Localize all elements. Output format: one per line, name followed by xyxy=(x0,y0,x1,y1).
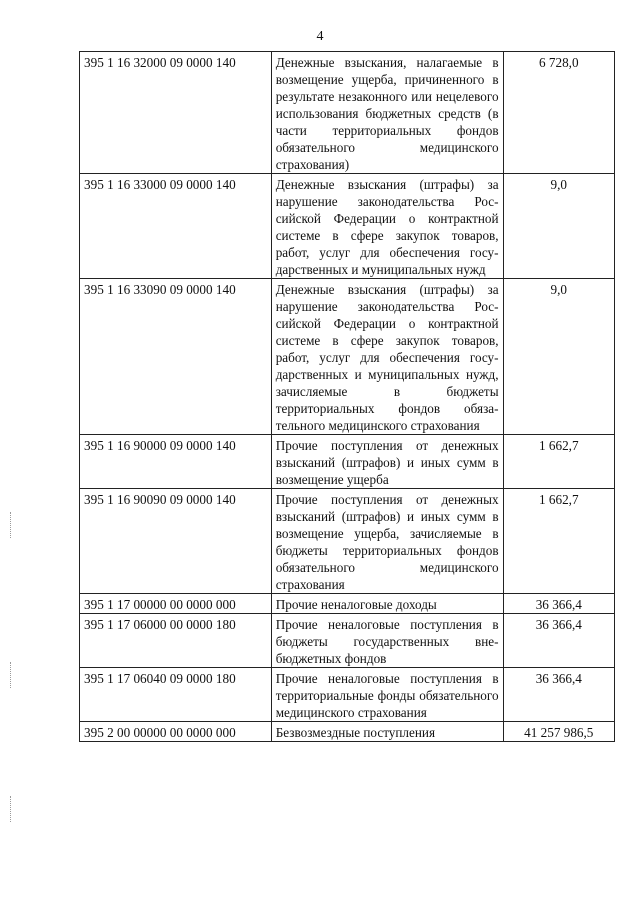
description-cell: Прочие поступления от денежных взысканий (штрафов) и иных сумм в возмещение ущерба xyxy=(271,435,503,489)
budget-code-cell: 395 1 16 32000 09 0000 140 xyxy=(80,52,272,174)
table-row xyxy=(80,279,615,435)
table-row xyxy=(80,668,615,722)
table-row xyxy=(80,489,615,594)
amount-cell: 9,0 xyxy=(503,279,614,435)
amount-cell: 41 257 986,5 xyxy=(503,722,614,742)
budget-code-cell: 395 1 17 06040 09 0000 180 xyxy=(80,668,272,722)
description-cell: Денежные взыскания, налагаемые в возмещение ущерба, причиненного в результате незаконного или нецелевого использования бюджетных средств (в части территориальных фондов обязательного медицинского страхования) xyxy=(271,52,503,174)
description-cell: Прочие неналоговые поступления в территориальные фонды обязательного медицинского страхования xyxy=(271,668,503,722)
page-number: 4 xyxy=(316,29,324,44)
description-cell: Денежные взыскания (штрафы) за нарушение законодательства Российской Федерации о контрактной системе в сфере закупок товаров, работ, услуг для обеспечения государственных и муниципальных нужд, зачисляемые в бюджеты территориальных фондов обязательного медицинского страхования xyxy=(271,279,503,435)
description-cell: Прочие неналоговые поступления в бюджеты государственных внебюджетных фондов xyxy=(271,614,503,668)
budget-revenue-table xyxy=(79,51,615,742)
amount-cell: 36 366,4 xyxy=(503,594,614,614)
budget-code-cell: 395 1 16 33090 09 0000 140 xyxy=(80,279,272,435)
table-row xyxy=(80,614,615,668)
description-cell: Прочие неналоговые доходы xyxy=(271,594,503,614)
table-row xyxy=(80,594,615,614)
description-cell: Прочие поступления от денежных взысканий (штрафов) и иных сумм в возмещение ущерба, зачисляемые в бюджеты территориальных фондов обязательного медицинского страхования xyxy=(271,489,503,594)
amount-cell: 9,0 xyxy=(503,174,614,279)
amount-cell: 1 662,7 xyxy=(503,435,614,489)
budget-code-cell: 395 1 16 90090 09 0000 140 xyxy=(80,489,272,594)
budget-code-cell: 395 2 00 00000 00 0000 000 xyxy=(80,722,272,742)
budget-code-cell: 395 1 17 06000 00 0000 180 xyxy=(80,614,272,668)
table-row xyxy=(80,174,615,279)
description-cell: Безвозмездные поступления xyxy=(271,722,503,742)
budget-code-cell: 395 1 17 00000 00 0000 000 xyxy=(80,594,272,614)
table-row xyxy=(80,722,615,742)
amount-cell: 36 366,4 xyxy=(503,668,614,722)
scan-margin-mark xyxy=(10,662,13,688)
scan-margin-mark xyxy=(10,796,13,822)
scan-margin-mark xyxy=(10,512,13,538)
amount-cell: 6 728,0 xyxy=(503,52,614,174)
amount-cell: 36 366,4 xyxy=(503,614,614,668)
table-row xyxy=(80,52,615,174)
table-row xyxy=(80,435,615,489)
budget-code-cell: 395 1 16 33000 09 0000 140 xyxy=(80,174,272,279)
budget-code-cell: 395 1 16 90000 09 0000 140 xyxy=(80,435,272,489)
amount-cell: 1 662,7 xyxy=(503,489,614,594)
description-cell: Денежные взыскания (штрафы) за нарушение законодательства Российской Федерации о контрактной системе в сфере закупок товаров, работ, услуг для обеспечения государственных и муниципальных нужд xyxy=(271,174,503,279)
